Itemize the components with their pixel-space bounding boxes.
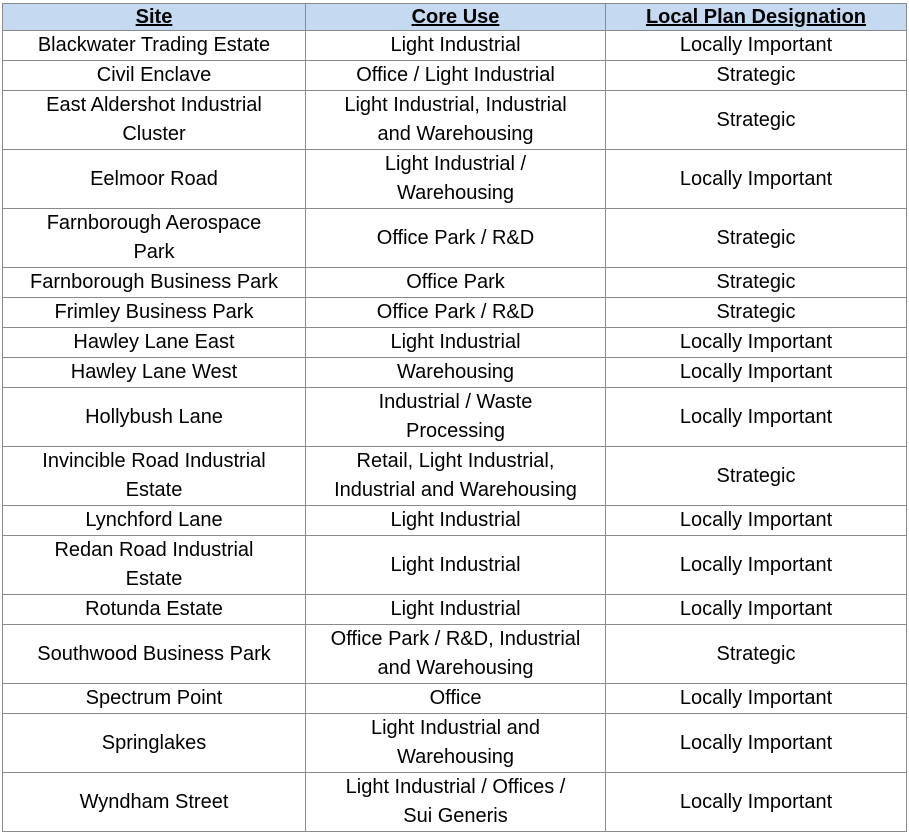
site-cell [3, 209, 306, 268]
core-use-cell [306, 150, 606, 209]
table-row [3, 31, 907, 61]
site-cell-line: Frimley Business Park [54, 301, 254, 323]
table-row [3, 714, 907, 773]
core-use-cell-line: Light Industrial [390, 598, 521, 620]
core-use-cell-line: Light Industrial [390, 331, 521, 353]
designation-cell: Locally Important [606, 714, 907, 773]
header-row [3, 4, 907, 31]
core-use-cell-line: Light Industrial / [384, 153, 527, 175]
site-cell-line: Southwood Business Park [37, 642, 271, 665]
core-use-cell-line: Sui Generis [403, 805, 508, 827]
employment-sites-table [2, 3, 907, 832]
site-cell-line: Lynchford Lane [85, 509, 223, 531]
site-cell-line: Wyndham Street [79, 790, 229, 813]
site-cell-line: Farnborough Aerospace [46, 212, 262, 234]
designation-cell: Locally Important [606, 595, 907, 625]
designation-cell: Strategic [606, 268, 907, 298]
core-use-cell [306, 447, 606, 506]
designation-cell: Locally Important [606, 506, 907, 536]
designation-cell: Locally Important [606, 684, 907, 714]
site-cell-line: Hawley Lane West [70, 361, 238, 383]
site-cell [3, 773, 306, 832]
site-cell-line: East Aldershot Industrial [46, 94, 262, 116]
core-use-cell [306, 61, 606, 91]
core-use-cell-line: Office Park / R&D, Industrial [330, 628, 581, 650]
designation-cell: Strategic [606, 447, 907, 506]
core-use-cell-line: Office Park [406, 271, 505, 293]
site-cell-line: Eelmoor Road [90, 167, 218, 190]
header-site: Site [3, 4, 306, 31]
table-row [3, 328, 907, 358]
site-cell [3, 268, 306, 298]
header-core-use: Core Use [306, 4, 606, 31]
designation-cell: Strategic [606, 625, 907, 684]
core-use-cell [306, 595, 606, 625]
site-cell [3, 536, 306, 595]
table-body [3, 31, 907, 832]
table-row [3, 209, 907, 268]
site-cell-line: Blackwater Trading Estate [37, 34, 271, 56]
core-use-cell [306, 506, 606, 536]
core-use-cell [306, 536, 606, 595]
core-use-cell [306, 31, 606, 61]
site-cell [3, 625, 306, 684]
table-row [3, 447, 907, 506]
core-use-cell-line: Light Industrial and [370, 717, 540, 739]
core-use-cell [306, 209, 606, 268]
site-cell-line: Farnborough Business Park [30, 271, 278, 293]
core-use-cell-line: Light Industrial, Industrial [344, 94, 567, 116]
core-use-cell-line: Industrial / Waste [378, 391, 533, 413]
core-use-cell-line: Warehousing [396, 182, 515, 204]
table-row [3, 388, 907, 447]
designation-cell: Locally Important [606, 358, 907, 388]
site-cell-line: Cluster [122, 123, 186, 145]
table-row [3, 684, 907, 714]
site-cell-line: Civil Enclave [96, 64, 212, 86]
site-cell-line: Estate [125, 568, 183, 590]
designation-cell: Locally Important [606, 150, 907, 209]
site-cell-line: Hollybush Lane [85, 405, 223, 428]
site-cell [3, 61, 306, 91]
site-cell-line: Invincible Road Industrial [42, 450, 266, 472]
site-cell [3, 506, 306, 536]
core-use-cell-line: Retail, Light Industrial, [356, 450, 555, 472]
site-cell [3, 91, 306, 150]
site-cell-line: Spectrum Point [85, 687, 223, 709]
table-row [3, 91, 907, 150]
designation-cell: Locally Important [606, 388, 907, 447]
core-use-cell-line: and Warehousing [377, 123, 534, 145]
core-use-cell-line: Office Park / R&D [376, 301, 535, 323]
core-use-cell-line: Office [429, 687, 482, 709]
table-row [3, 268, 907, 298]
table-row [3, 536, 907, 595]
core-use-cell [306, 91, 606, 150]
site-cell-line: Hawley Lane East [73, 331, 235, 353]
core-use-cell-line: Light Industrial [390, 509, 521, 531]
site-cell [3, 328, 306, 358]
site-cell [3, 31, 306, 61]
core-use-cell-line: Light Industrial [390, 553, 521, 576]
core-use-cell [306, 625, 606, 684]
core-use-cell-line: and Warehousing [377, 657, 534, 679]
core-use-cell-line: Industrial and Warehousing [334, 479, 577, 501]
designation-cell: Locally Important [606, 536, 907, 595]
table-row [3, 625, 907, 684]
designation-cell: Locally Important [606, 328, 907, 358]
core-use-cell [306, 298, 606, 328]
core-use-cell-line: Office Park / R&D [376, 226, 535, 249]
core-use-cell-line: Warehousing [396, 746, 515, 768]
core-use-cell [306, 268, 606, 298]
table-row [3, 358, 907, 388]
table-row [3, 298, 907, 328]
site-cell-line: Park [133, 241, 175, 263]
site-cell [3, 595, 306, 625]
core-use-cell-line: Office / Light Industrial [356, 64, 555, 86]
core-use-cell [306, 714, 606, 773]
designation-cell: Locally Important [606, 31, 907, 61]
table-row [3, 506, 907, 536]
designation-cell: Strategic [606, 61, 907, 91]
designation-cell: Strategic [606, 91, 907, 150]
site-cell-line: Springlakes [101, 731, 207, 754]
table-row [3, 595, 907, 625]
core-use-cell [306, 684, 606, 714]
site-cell [3, 358, 306, 388]
site-cell-line: Estate [125, 479, 183, 501]
table-row [3, 61, 907, 91]
site-cell [3, 150, 306, 209]
table-row [3, 150, 907, 209]
site-cell [3, 447, 306, 506]
site-cell [3, 714, 306, 773]
header-local-plan-designation: Local Plan Designation [606, 4, 907, 31]
site-cell [3, 684, 306, 714]
core-use-cell-line: Warehousing [396, 361, 515, 383]
core-use-cell-line: Light Industrial [390, 34, 521, 56]
site-cell-line: Rotunda Estate [85, 598, 223, 620]
core-use-cell [306, 773, 606, 832]
core-use-cell [306, 358, 606, 388]
core-use-cell-line: Light Industrial / Offices / [345, 776, 566, 798]
designation-cell: Locally Important [606, 773, 907, 832]
core-use-cell [306, 328, 606, 358]
core-use-cell [306, 388, 606, 447]
core-use-cell-line: Processing [406, 420, 505, 442]
table-row [3, 773, 907, 832]
site-cell [3, 388, 306, 447]
site-cell-line: Redan Road Industrial [54, 539, 254, 561]
site-cell [3, 298, 306, 328]
designation-cell: Strategic [606, 298, 907, 328]
designation-cell: Strategic [606, 209, 907, 268]
